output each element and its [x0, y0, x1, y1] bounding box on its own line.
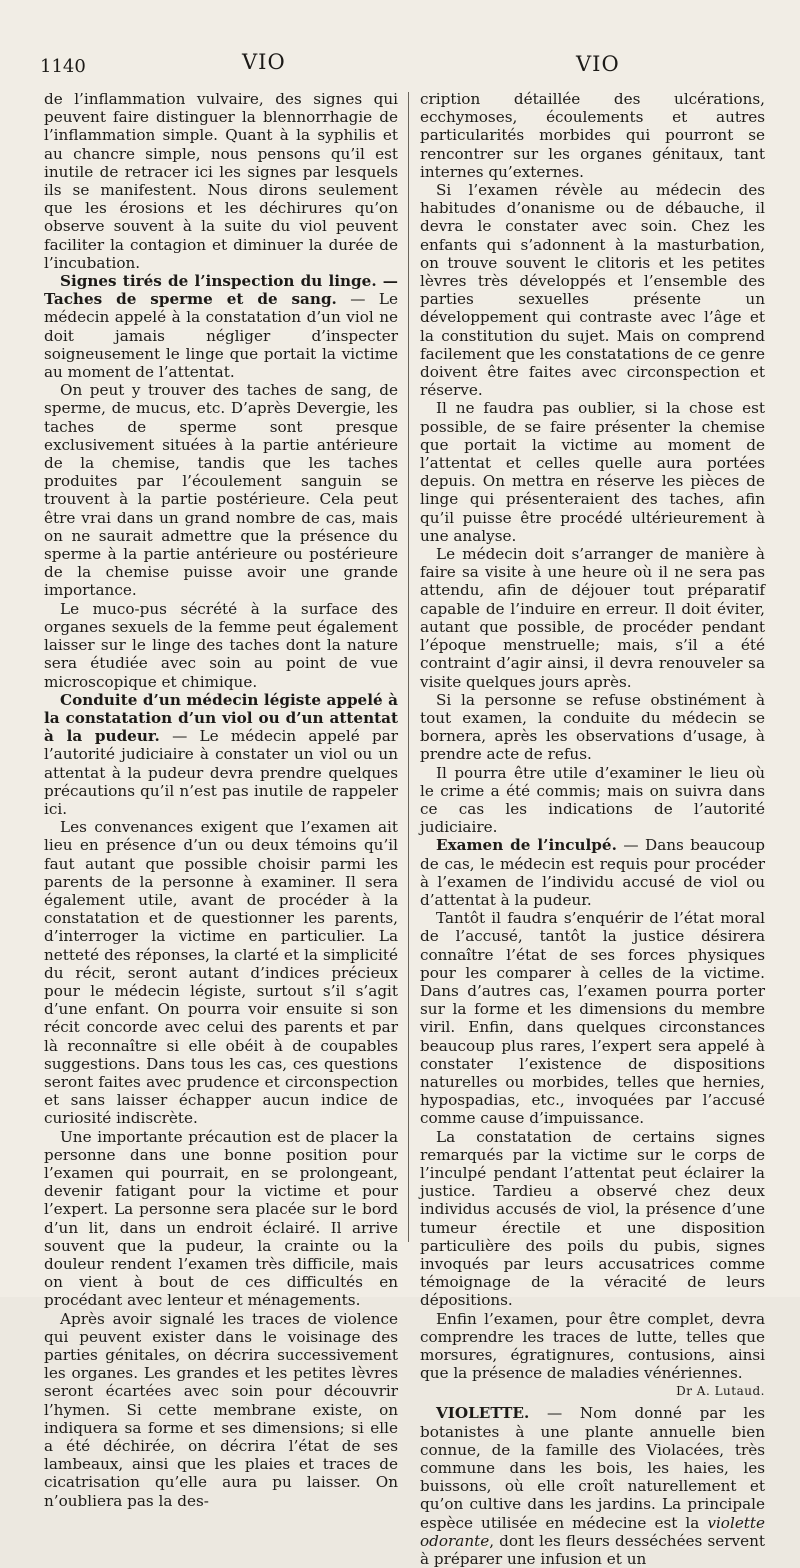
paragraph-text: de l’inflammation vulvaire, des signes qui peuvent faire distinguer la blennorrhagie de l’inflammation simple. Quant à la syphilis et au chancre simple, nous pensons qu’il est inutile de retracer ici les signes par lesquels ils se manifestent. Nous dirons seulement que les érosions et les déchirures qu’on observe souvent à la suite du viol peuvent faciliter la contagion et diminuer la durée de l’incubation. [44, 90, 398, 272]
paragraph [420, 1309, 765, 1399]
paragraph [420, 836, 765, 909]
section-heading: Examen de l’inculpé. [436, 836, 617, 855]
paragraph [420, 181, 765, 399]
paragraph-text: La constatation de certains signes remarqués par la victime sur le corps de l’inculpé pendant l’attentat peut éclairer la justice. Tardieu a observé chez deux individus accusés de viol, la présence d’une tumeur érectile et une disposition particulière des poils du pubis, signes invoqués par leurs accusatrices comme témoignage de la véracité de leurs dépositions. [420, 1127, 765, 1310]
paragraph [420, 691, 765, 764]
paragraph [44, 600, 398, 691]
paragraph [420, 90, 765, 181]
paragraph-text: , dont les fleurs desséchées servent à préparer une infusion et un [420, 1531, 765, 1568]
paragraph-text: — Le médecin appelé par l’autorité judiciaire à constater un viol ou un attentat à la pudeur devra prendre quelques précautions qu’il n’est pas inutile de rappeler ici. [44, 727, 399, 818]
paragraph-text: Le muco-pus sécrété à la surface des organes sexuels de la femme peut également laisser sur le linge des taches dont la nature sera étudiée avec soin au point de vue microscopique et chimique. [44, 599, 398, 691]
right-running-title: VIO [576, 52, 620, 76]
paragraph [44, 1128, 398, 1310]
paragraph [420, 1128, 765, 1310]
page-header [40, 50, 778, 80]
paragraph-text: cription détaillée des ulcérations, ecchymoses, écoulements et autres particularités morbides qui pourront se rencontrer sur les organes génitaux, tant internes qu’externes. [420, 90, 765, 181]
paragraph [44, 1310, 398, 1510]
section-heading: Conduite d’un médecin légiste appelé à la constatation d’un viol ou d’un attentat à la pudeur. [44, 690, 398, 746]
page-number: 1140 [40, 56, 86, 77]
paragraph-text: Il pourra être utile d’examiner le lieu où le crime a été commis; mais on suivra dans ce cas les indications de l’autorité judiciaire. [420, 763, 765, 837]
paragraph-text: Après avoir signalé les traces de violence qui peuvent exister dans le voisinage des parties génitales, on décrira successivement les organes. Les grandes et les petites lèvres seront écartées avec soin pour découvrir l’hymen. Si cette membrane existe, on indiquera sa forme et ses dimensions; si elle a été déchirée, on décrira l’état de ses lambeaux, ainsi que les plaies et traces de cicatrisation qu’elle aura pu laisser. On n’oubliera pas la des- [44, 1309, 398, 1510]
paragraph-text: Les convenances exigent que l’examen ait lieu en présence d’un ou deux témoins qu’il faut autant que possible choisir parmi les parents de la personne à examiner. Il sera également utile, avant de procéder à la constatation et de questionner les parents, d’interroger la victime en particulier. La netteté des réponses, la clarté et la simplicité du récit, seront autant d’indices précieux pour le médecin légiste, surtout s’il s’agit d’une enfant. On pourra voir ensuite si son récit concorde avec celui des parents et par là reconnaître si elle obéit à de coupables suggestions. Dans tous les cas, ces questions seront faites avec prudence et circonspection et sans laisser échapper aucun indice de curiosité indiscrète. [44, 818, 398, 1128]
italic-term: violette odorante [420, 1513, 765, 1550]
paragraph-text: Si l’examen révèle au médecin des habitudes d’onanisme ou de débauche, il devra le constater avec soin. Chez les enfants qui s’adonnent à la masturbation, on trouve souvent le clitoris et les petites lèvres très développés et l’ensemble des parties sexuelles présente un développement qui contraste avec l’âge et la constitution du sujet. Mais on comprend facilement que les constatations de ce genre doivent être faites avec circonspection et réserve. [420, 181, 765, 400]
paragraph [420, 399, 765, 545]
paragraph-text: Si la personne se refuse obstinément à tout examen, la conduite du médecin se bornera, après les observations d’usage, à prendre acte de refus. [420, 690, 765, 764]
section-heading: VIOLETTE. [436, 1404, 530, 1423]
paragraph-text: — Dans beaucoup de cas, le médecin est requis pour procéder à l’examen de l’individu accusé de viol ou d’attentat à la pudeur. [420, 836, 765, 909]
paragraph [420, 909, 765, 1127]
paragraph [44, 381, 398, 599]
left-running-title: VIO [242, 50, 286, 74]
paragraph [420, 764, 765, 837]
paragraph-text: Enfin l’examen, pour être complet, devra comprendre les traces de lutte, telles que morsures, égratignures, contusions, ainsi que la présence de maladies vénériennes. [420, 1309, 765, 1383]
paragraph [420, 545, 765, 691]
paragraph-text: Tantôt il faudra s’enquérir de l’état moral de l’accusé, tantôt la justice désirera connaître l’état de ses forces physiques pour les comparer à celles de la victime. Dans d’autres cas, l’examen pourra porter sur la forme et les dimensions du membre viril. Enfin, dans quelques circonstances beaucoup plus rares, l’expert sera appelé à constater l’existence de dispositions naturelles ou morbides, telles que hernies, hypospadias, etc., invoquées par l’accusé comme cause d’impuissance. [420, 909, 765, 1128]
paragraph [420, 1404, 765, 1568]
column-divider [408, 92, 409, 1242]
paragraph-text: On peut y trouver des taches de sang, de sperme, de mucus, etc. D’après Devergie, les taches de sperme sont presque exclusivement situées à la partie antérieure de la chemise, tandis que les taches produites par l’écoulement sanguin se trouvent à la partie postérieure. Cela peut être vrai dans un grand nombre de cas, mais on ne saurait admettre que la présence du sperme à la partie antérieure ou postérieure de la chemise puisse avoir une grande importance. [44, 381, 398, 600]
author-signature: Dr A. Lutaud. [676, 1384, 765, 1399]
paragraph [44, 818, 398, 1127]
section-heading: Signes tirés de l’inspection du linge. — Taches de sperme et de sang. [44, 272, 398, 309]
paragraph-text: Le médecin doit s’arranger de manière à faire sa visite à une heure où il ne sera pas attendu, afin de déjouer tout préparatif capable de l’induire en erreur. Il doit éviter, autant que possible, de procéder pendant l’époque menstruelle; mais, s’il a été contraint d’agir ainsi, il devra renouveler sa visite quelques jours après. [420, 545, 765, 691]
paragraph-text: — Nom donné par les botanistes à une plante annuelle bien connue, de la famille des Violacées, très commune dans les bois, les haies, les buissons, où elle croît naturellement et qu’on cultive dans les jardins. La principale espèce utilisée en médecine est la [420, 1404, 765, 1532]
right-column [420, 90, 765, 1568]
paragraph-text: — Le médecin appelé à la constatation d’un viol ne doit jamais négliger d’inspecter soigneusement le linge que portait la victime au moment de l’attentat. [44, 290, 399, 382]
paragraph-text: Une importante précaution est de placer la personne dans une bonne position pour l’examen qui pourrait, en se prolongeant, devenir fatigant pour la victime et pour l’expert. La personne sera placée sur le bord d’un lit, dans un endroit éclairé. Il arrive souvent que la pudeur, la crainte ou la douleur rendent l’examen très difficile, mais on vient à bout de ces difficultés en procédant avec lenteur et ménagements. [44, 1127, 398, 1310]
paragraph-text: Il ne faudra pas oublier, si la chose est possible, de se faire présenter la chemise que portait la victime au moment de l’attentat et celles quelle aura portées depuis. On mettra en réserve les pièces de linge qui présenteraient des taches, afin qu’il puisse être procédé ultérieurement à une analyse. [420, 399, 765, 545]
paragraph [44, 272, 398, 381]
paragraph [44, 691, 398, 818]
paragraph [44, 90, 398, 272]
